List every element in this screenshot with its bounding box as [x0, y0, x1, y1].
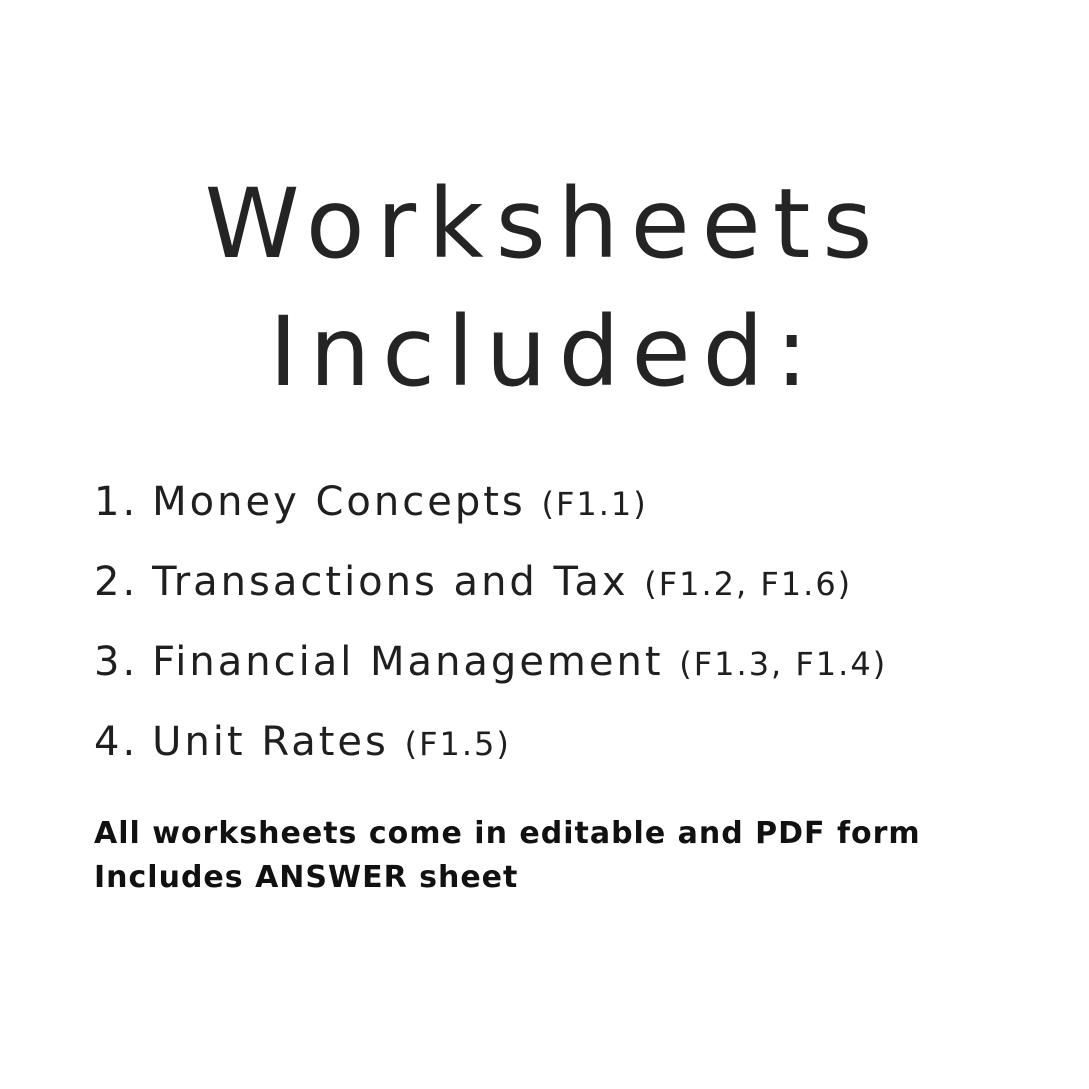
page-title	[0, 160, 1089, 416]
item-code: (F1.2, F1.6)	[644, 565, 853, 603]
item-code: (F1.5)	[404, 725, 511, 763]
list-item	[94, 472, 887, 552]
list-item	[94, 712, 887, 792]
note-editable-pdf: All worksheets come in editable and PDF form	[94, 816, 921, 851]
item-number: 1.	[94, 479, 139, 525]
item-number: 2.	[94, 559, 139, 605]
item-name: Unit Rates	[152, 719, 389, 765]
item-name: Money Concepts	[152, 479, 526, 525]
item-name: Transactions and Tax	[152, 559, 629, 605]
item-number: 3.	[94, 639, 139, 685]
list-item	[94, 632, 887, 712]
list-item	[94, 552, 887, 632]
item-number: 4.	[94, 719, 139, 765]
notes	[94, 812, 921, 900]
title-line-1: Worksheets	[204, 168, 885, 280]
item-code: (F1.3, F1.4)	[679, 645, 888, 683]
worksheet-list	[94, 472, 887, 792]
note-answer-sheet: Includes ANSWER sheet	[94, 860, 519, 895]
item-code: (F1.1)	[541, 485, 648, 523]
item-name: Financial Management	[152, 639, 664, 685]
title-line-2: Included:	[269, 296, 820, 408]
